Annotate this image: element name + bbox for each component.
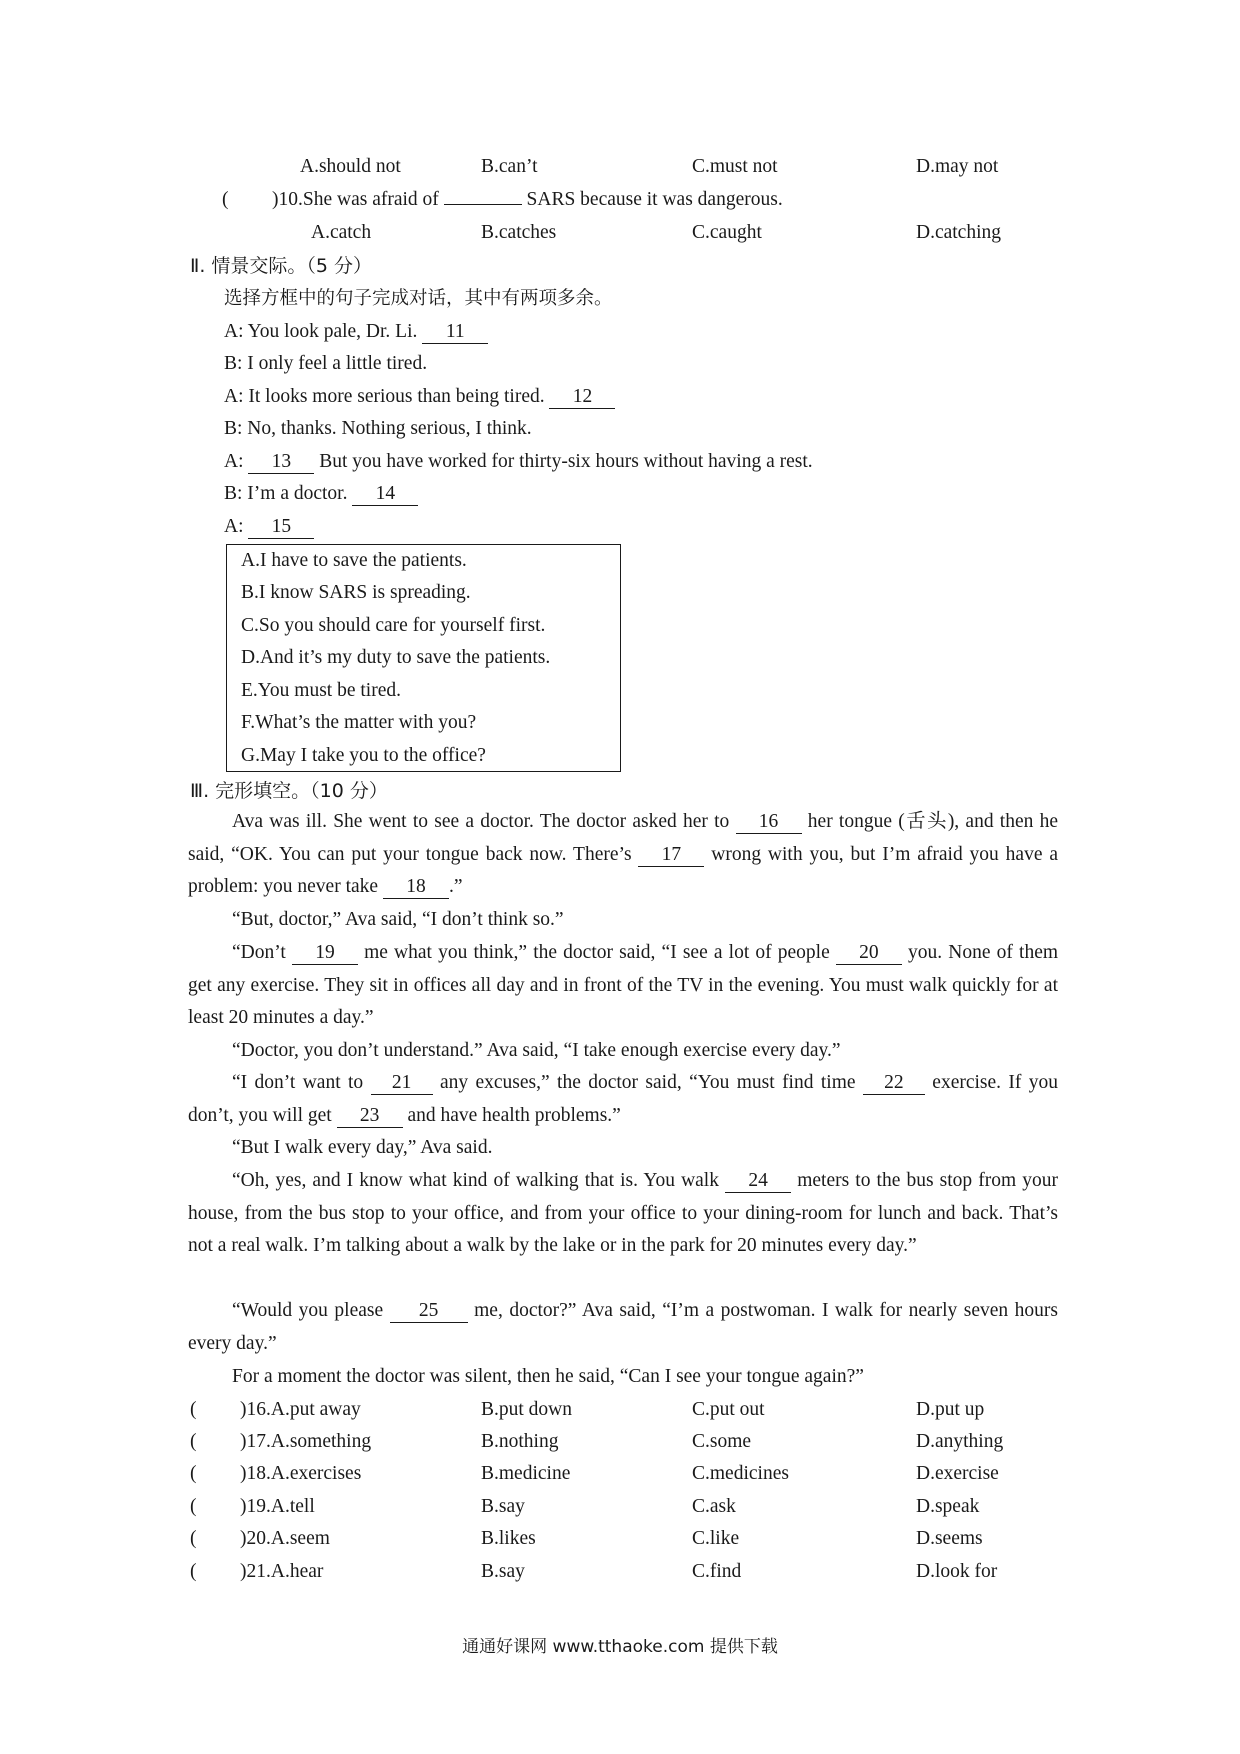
passage-paragraph-8: “Would you please 25 me, doctor?” Ava said, “I’m a postwoman. I walk for nearly seven hours every day.” (188, 1300, 1059, 1354)
q9-option-b: B.can’t (481, 156, 538, 177)
section-2-instruction: 选择方框中的句子完成对话，其中有两项多余。 (224, 288, 613, 309)
question-17: ( )17.A.something B.nothing C.some D.anything (190, 1431, 1004, 1452)
q10-text: )10.She was afraid of SARS because it was dangerous. (272, 189, 783, 210)
q9-option-a: A.should not (300, 156, 401, 177)
blank-17: 17 (638, 844, 704, 867)
q9-options (0, 152, 1240, 182)
q10-option-a: A.catch (311, 222, 372, 243)
page-footer: 通通好课网 www.tthaoke.com 提供下载 (462, 1637, 778, 1657)
dialogue-line: A: It looks more serious than being tired. 12 (0, 382, 1240, 412)
passage-paragraph-1: Ava was ill. She went to see a doctor. The doctor asked her to 16 her tongue (舌头), and then he said, “OK. You can put your tongue back now. There’s 17 wrong with you, but I’m afraid you have a problem: you never take 18 .” (188, 811, 1059, 898)
question-21: ( )21.A.hear B.say C.find D.look for (190, 1561, 998, 1582)
q10-option-d: D.catching (916, 222, 1002, 243)
passage-paragraph-2: “But, doctor,” Ava said, “I don’t think so.” (232, 909, 564, 930)
box-option-c: C.So you should care for yourself first. (241, 615, 546, 636)
passage-paragraph-7: “Oh, yes, and I know what kind of walking that is. You walk 24 meters to the bus stop from your house, from the bus stop to your office, and from your office to your dining-room for lunch and back. That’s not a real walk. I’m talking about a walk by the lake or in the park for 20 minutes every day.” (188, 1170, 1059, 1257)
question-20: ( )20.A.seem B.likes C.like D.seems (190, 1528, 983, 1549)
dialogue-line: A: You look pale, Dr. Li. 11 (0, 317, 1240, 347)
box-option-e: E.You must be tired. (241, 680, 401, 701)
dialogue-line: B: I’m a doctor. 14 (0, 479, 1240, 509)
box-option-g: G.May I take you to the office? (241, 745, 486, 766)
q10-stem (0, 185, 1240, 215)
box-option-d: D.And it’s my duty to save the patients. (241, 647, 551, 668)
dialogue-line: A: 15 (0, 512, 1240, 542)
blank-12: 12 (549, 386, 615, 409)
blank-24: 24 (725, 1170, 791, 1193)
passage-paragraph-6: “But I walk every day,” Ava said. (232, 1137, 493, 1158)
blank-21: 21 (371, 1072, 433, 1095)
section-3-title: Ⅲ. 完形填空。（10 分） (190, 780, 388, 802)
blank-23: 23 (337, 1105, 403, 1128)
box-option-a: A.I have to save the patients. (241, 550, 467, 571)
q10-option-c: C.caught (692, 222, 762, 243)
q10-paren: ( (222, 189, 229, 210)
passage-paragraph-5: “I don’t want to 21 any excuses,” the doctor said, “You must find time 22 exercise. If you don’t, you will get 23 and have health problems.” (188, 1072, 1059, 1126)
passage-paragraph-9: For a moment the doctor was silent, then he said, “Can I see your tongue again?” (232, 1366, 864, 1387)
box-option-b: B.I know SARS is spreading. (241, 582, 471, 603)
blank-18: 18 (383, 876, 449, 899)
box-option-f: F.What’s the matter with you? (241, 712, 477, 733)
dialogue-line: B: No, thanks. Nothing serious, I think. (224, 418, 532, 439)
section-2-title: Ⅱ. 情景交际。（5 分） (190, 255, 373, 277)
blank-25: 25 (390, 1300, 468, 1323)
passage-paragraph-3: “Don’t 19 me what you think,” the doctor said, “I see a lot of people 20 you. None of them get any exercise. They sit in offices all day and in front of the TV in the evening. You must walk quickly for at least 20 minutes a day.” (188, 942, 1059, 1029)
q10-blank (444, 204, 522, 205)
blank-14: 14 (352, 483, 418, 506)
q9-option-c: C.must not (692, 156, 778, 177)
q10-options (0, 218, 1240, 248)
blank-22: 22 (863, 1072, 925, 1095)
blank-15: 15 (248, 516, 314, 539)
dialogue-line: A: 13 But you have worked for thirty-six hours without having a rest. (224, 451, 813, 472)
blank-16: 16 (736, 811, 802, 834)
answer-options-box (226, 544, 621, 772)
blank-19: 19 (292, 942, 358, 965)
dialogue-line: B: I only feel a little tired. (224, 353, 428, 374)
question-19: ( )19.A.tell B.say C.ask D.speak (190, 1496, 980, 1517)
q10-option-b: B.catches (481, 222, 557, 243)
passage-paragraph-4: “Doctor, you don’t understand.” Ava said, “I take enough exercise every day.” (232, 1040, 841, 1061)
question-18: ( )18.A.exercises B.medicine C.medicines D.exercise (190, 1463, 999, 1484)
question-16: ( )16.A.put away B.put down C.put out D.put up (190, 1399, 985, 1420)
blank-11: 11 (422, 321, 488, 344)
blank-20: 20 (836, 942, 902, 965)
blank-13: 13 (248, 451, 314, 474)
q9-option-d: D.may not (916, 156, 999, 177)
